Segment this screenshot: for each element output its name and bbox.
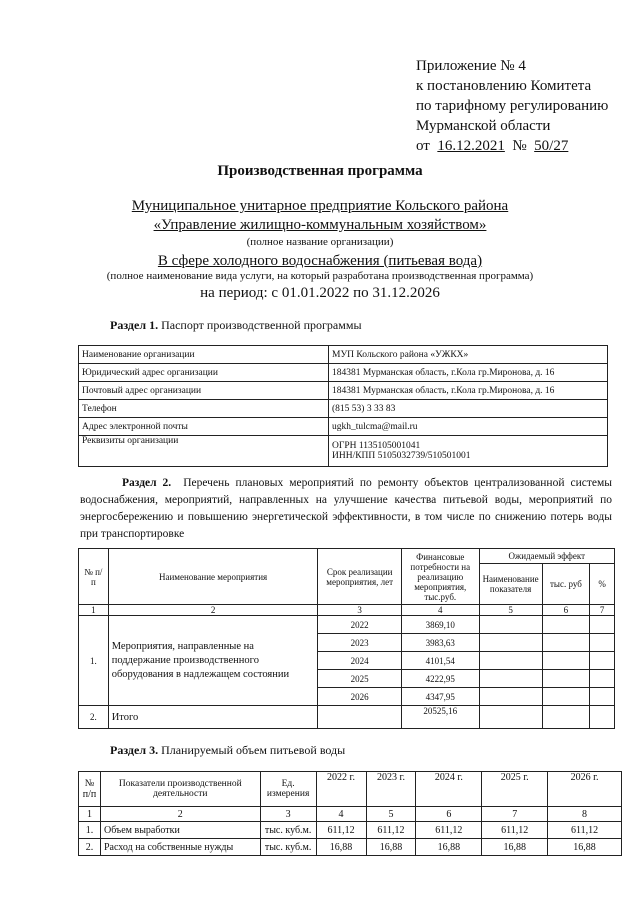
col-number: 6 xyxy=(542,605,590,616)
header-year: 2026 г. xyxy=(548,772,622,807)
row-num: 2. xyxy=(79,839,101,856)
empty-cell xyxy=(542,688,590,706)
table-row xyxy=(79,616,615,634)
empty-cell xyxy=(479,706,542,729)
org-name-caption: (полное название организации) xyxy=(246,236,394,248)
total-amount: 20525,16 xyxy=(401,706,479,729)
header-name: Наименование мероприятия xyxy=(108,549,318,605)
header-fin: Финансовые потребности на реализацию мероприятия, тыс.руб. xyxy=(401,549,479,605)
item-amount: 3983,63 xyxy=(401,634,479,652)
empty-cell xyxy=(542,652,590,670)
empty-cell xyxy=(479,652,542,670)
header-year: 2024 г. xyxy=(416,772,482,807)
row-value: 611,12 xyxy=(416,822,482,839)
col-number: 1 xyxy=(79,605,109,616)
row-name: Объем выработки xyxy=(100,822,260,839)
empty-cell xyxy=(542,634,590,652)
table-row xyxy=(79,418,608,436)
item-year: 2024 xyxy=(318,652,402,670)
appendix-line: Приложение № 4 xyxy=(416,58,526,74)
col-number: 7 xyxy=(590,605,615,616)
total-num: 2. xyxy=(79,706,109,729)
item-year: 2023 xyxy=(318,634,402,652)
empty-cell xyxy=(542,616,590,634)
header-unit: Ед. измерения xyxy=(260,772,316,807)
empty-cell xyxy=(479,670,542,688)
section2-text: Перечень плановых мероприятий по ремонту объектов централизованной системы водоснабжения, мероприятий, направленных на улучшение качества питьевой воды, мероприятий по энергосбережению и повышению энергетической эффективности, в том числе по снижению потерь воды при транспортировке xyxy=(80,477,612,540)
col-number: 3 xyxy=(318,605,402,616)
table-row xyxy=(79,346,608,364)
item-amount: 4222,95 xyxy=(401,670,479,688)
item-amount: 4347,95 xyxy=(401,688,479,706)
passport-key: Наименование организации xyxy=(79,346,329,364)
passport-key: Юридический адрес организации xyxy=(79,364,329,382)
header-year: 2023 г. xyxy=(366,772,416,807)
org-name-line2: «Управление жилищно-коммунальным хозяйством» xyxy=(153,217,487,233)
col-number: 2 xyxy=(100,807,260,822)
empty-cell xyxy=(542,706,590,729)
section3-title: Планируемый объем питьевой воды xyxy=(161,743,346,757)
row-value: 16,88 xyxy=(548,839,622,856)
empty-cell xyxy=(590,706,615,729)
row-unit: тыс. куб.м. xyxy=(260,839,316,856)
section3-label: Раздел 3. xyxy=(110,743,159,757)
empty-cell xyxy=(542,670,590,688)
empty-cell xyxy=(590,688,615,706)
row-value: 16,88 xyxy=(316,839,366,856)
appendix-line: к постановлению Комитета xyxy=(416,78,592,94)
col-number: 5 xyxy=(366,807,416,822)
table-row xyxy=(79,807,622,822)
table-row xyxy=(79,400,608,418)
row-name: Расход на собственные нужды xyxy=(100,839,260,856)
measures-table xyxy=(78,548,615,729)
empty-cell xyxy=(479,616,542,634)
section2-label: Раздел 2. xyxy=(122,477,172,489)
row-value: 16,88 xyxy=(482,839,548,856)
row-num: 1. xyxy=(79,822,101,839)
service-name: В сфере холодного водоснабжения (питьевая вода) xyxy=(157,253,483,269)
passport-value: (815 53) 3 33 83 xyxy=(329,400,608,418)
table-row xyxy=(79,706,615,729)
col-number: 2 xyxy=(108,605,318,616)
row-value: 611,12 xyxy=(316,822,366,839)
passport-table xyxy=(78,345,608,467)
appendix-number: 50/27 xyxy=(534,138,569,154)
passport-value: ugkh_tulcma@mail.ru xyxy=(329,418,608,436)
header-year: 2022 г. xyxy=(316,772,366,807)
row-value: 16,88 xyxy=(416,839,482,856)
volume-table xyxy=(78,771,622,856)
passport-value: 184381 Мурманская область, г.Кола гр.Миронова, д. 16 xyxy=(329,364,608,382)
empty-cell xyxy=(590,616,615,634)
passport-key: Почтовый адрес организации xyxy=(79,382,329,400)
empty-cell xyxy=(590,634,615,652)
document-title: Производственная программа xyxy=(217,163,423,179)
table-row xyxy=(79,772,622,807)
row-value: 611,12 xyxy=(548,822,622,839)
table-row xyxy=(79,364,608,382)
header-num: № п/п xyxy=(79,549,109,605)
col-number: 5 xyxy=(479,605,542,616)
col-number: 8 xyxy=(548,807,622,822)
header-pct: % xyxy=(590,564,615,605)
row-value: 16,88 xyxy=(366,839,416,856)
col-number: 6 xyxy=(416,807,482,822)
total-label: Итого xyxy=(108,706,318,729)
empty-cell xyxy=(590,670,615,688)
appendix-date: 16.12.2021 xyxy=(437,138,505,154)
item-amount: 4101,54 xyxy=(401,652,479,670)
section3-heading xyxy=(110,743,345,758)
date-prefix: от xyxy=(416,138,430,154)
passport-value: МУП Кольского района «УЖКХ» xyxy=(329,346,608,364)
table-row xyxy=(79,839,622,856)
header-term: Срок реализации мероприятия, лет xyxy=(318,549,402,605)
header-year: 2025 г. xyxy=(482,772,548,807)
passport-key: Телефон xyxy=(79,400,329,418)
inn-kpp: ИНН/КПП 5105032739/510501001 xyxy=(332,451,471,461)
header-indicator: Показатели производственной деятельности xyxy=(100,772,260,807)
number-prefix: № xyxy=(512,138,527,154)
col-number: 4 xyxy=(401,605,479,616)
program-period: на период: с 01.01.2022 по 31.12.2026 xyxy=(200,285,440,301)
section1-label: Раздел 1. xyxy=(110,318,159,332)
table-row xyxy=(79,822,622,839)
item-year: 2026 xyxy=(318,688,402,706)
passport-key: Адрес электронной почты xyxy=(79,418,329,436)
row-unit: тыс. куб.м. xyxy=(260,822,316,839)
row-value: 611,12 xyxy=(482,822,548,839)
section1-title: Паспорт производственной программы xyxy=(161,318,362,332)
ogrn: ОГРН 1135105001041 xyxy=(332,441,421,451)
col-number: 4 xyxy=(316,807,366,822)
item-name: Мероприятия, направленные на поддержание производственного оборудования в надлежащем состоянии xyxy=(108,616,318,706)
passport-key: Реквизиты организации xyxy=(79,436,329,467)
appendix-line: Мурманской области xyxy=(416,118,551,134)
header-indicator: Наименование показателя xyxy=(479,564,542,605)
empty-cell xyxy=(479,634,542,652)
table-row xyxy=(79,605,615,616)
table-row xyxy=(79,549,615,564)
item-year: 2022 xyxy=(318,616,402,634)
header-num: № п/п xyxy=(79,772,101,807)
header-thous: тыс. руб xyxy=(542,564,590,605)
item-year: 2025 xyxy=(318,670,402,688)
item-num: 1. xyxy=(79,616,109,706)
passport-value xyxy=(329,436,608,467)
passport-value: 184381 Мурманская область, г.Кола гр.Миронова, д. 16 xyxy=(329,382,608,400)
empty-cell xyxy=(318,706,402,729)
section1-heading xyxy=(110,318,362,333)
appendix-block xyxy=(416,56,608,156)
appendix-date-line xyxy=(416,136,608,156)
org-name-line1: Муниципальное унитарное предприятие Кольского района xyxy=(131,198,509,214)
col-number: 1 xyxy=(79,807,101,822)
appendix-line: по тарифному регулированию xyxy=(416,98,609,114)
header-effect: Ожидаемый эффект xyxy=(479,549,614,564)
item-amount: 3869,10 xyxy=(401,616,479,634)
col-number: 7 xyxy=(482,807,548,822)
col-number: 3 xyxy=(260,807,316,822)
section2-paragraph xyxy=(80,475,612,543)
empty-cell xyxy=(479,688,542,706)
row-value: 611,12 xyxy=(366,822,416,839)
service-caption: (полное наименование вида услуги, на который разработана производственная программа) xyxy=(106,270,534,282)
table-row xyxy=(79,436,608,467)
empty-cell xyxy=(590,652,615,670)
table-row xyxy=(79,382,608,400)
